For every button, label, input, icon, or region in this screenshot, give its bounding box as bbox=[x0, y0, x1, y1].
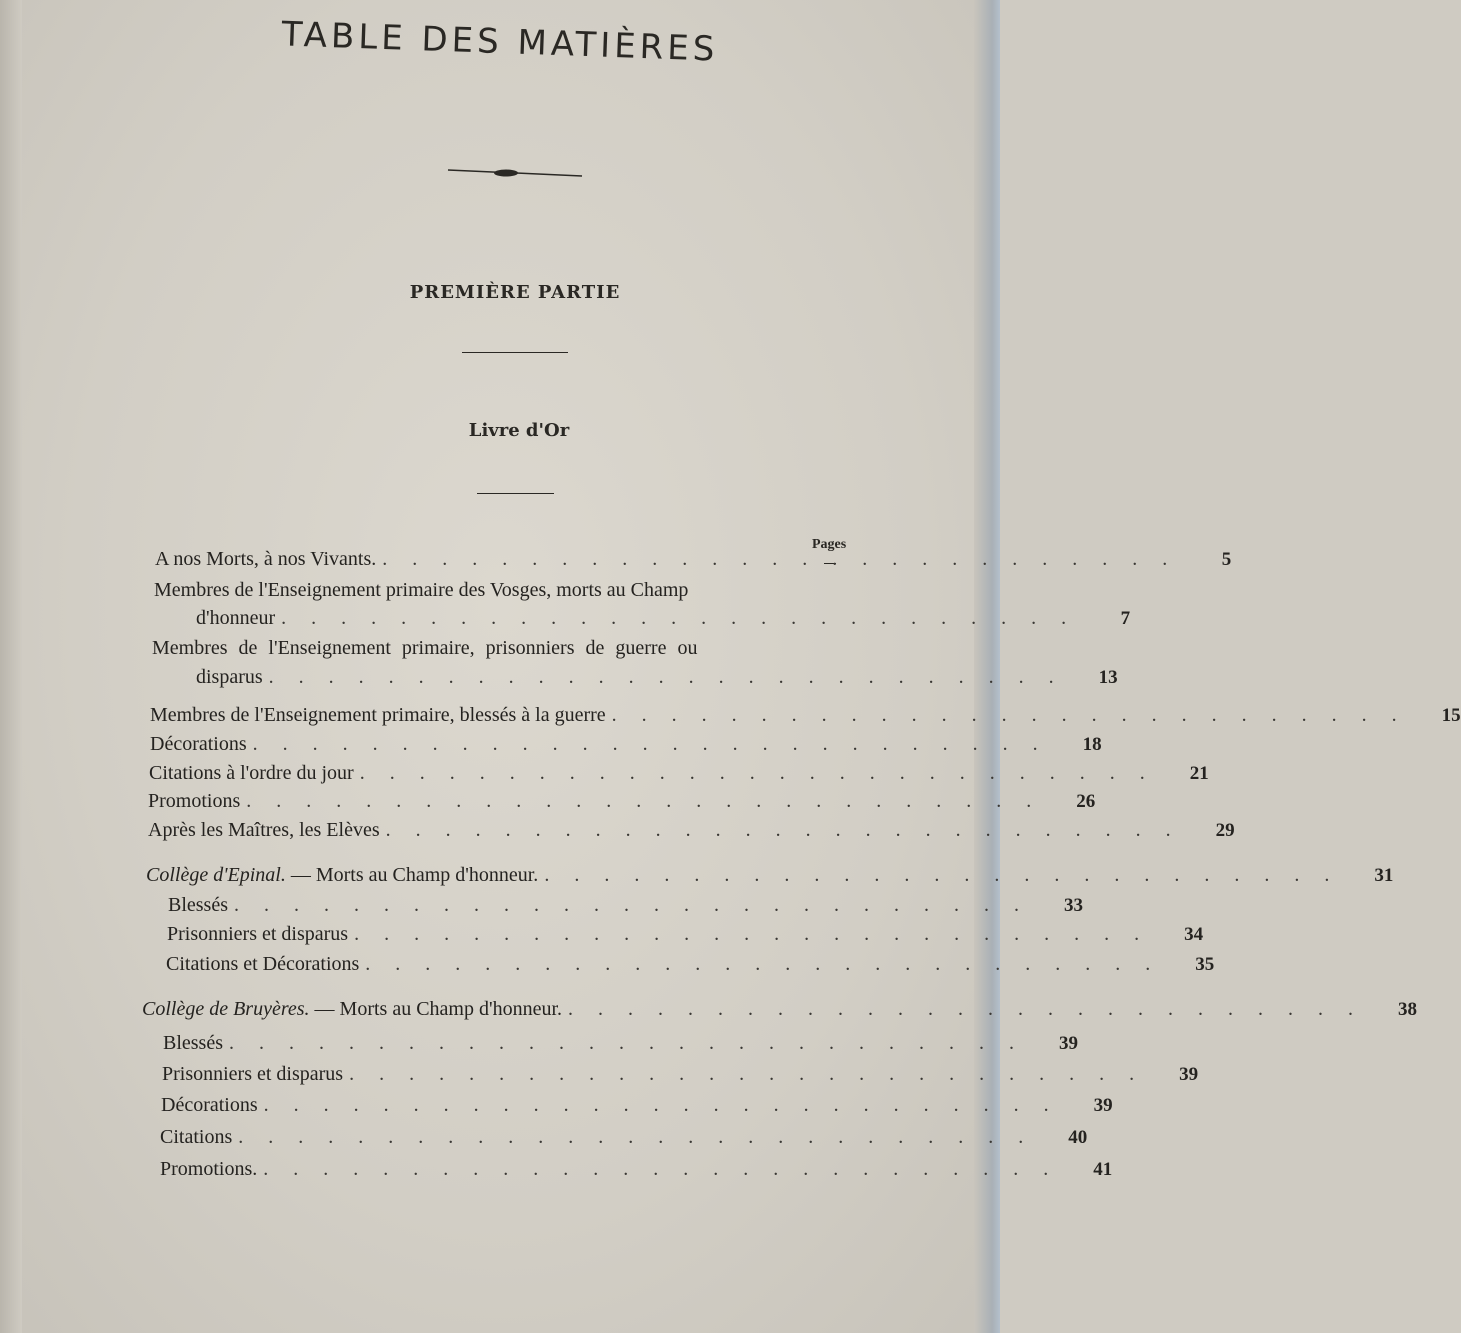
toc-entry-page: 26 bbox=[1076, 791, 1096, 812]
toc-entry-page: 5 bbox=[1221, 549, 1232, 570]
leader-dots: . . . . . . . . . . . . . . . . . . . . . . . . . . . bbox=[382, 548, 1178, 570]
leader-dots: . . . . . . . . . . . . . . . . . . . . . . . . . . . bbox=[359, 762, 1155, 784]
toc-entry bbox=[162, 1063, 1199, 1086]
toc-entry-label: Blessés bbox=[163, 1032, 223, 1054]
toc-entry-label: Décorations bbox=[161, 1094, 258, 1116]
toc-entry bbox=[160, 1158, 1113, 1181]
toc-entry-page: 35 bbox=[1195, 954, 1215, 975]
toc-entry bbox=[146, 864, 1394, 887]
leader-dots: . . . . . . . . . . . . . . . . . . . . . . . . . . . bbox=[544, 864, 1340, 886]
toc-entry bbox=[142, 998, 1418, 1021]
toc-entry-page: 31 bbox=[1374, 865, 1394, 886]
toc-entry-label: Citations bbox=[160, 1126, 233, 1148]
toc-entry-label: Promotions. bbox=[160, 1158, 258, 1180]
toc-entry-page: 13 bbox=[1098, 667, 1118, 688]
toc-entry bbox=[155, 548, 1232, 571]
toc-entry-label bbox=[142, 998, 562, 1021]
toc-entry bbox=[161, 1094, 1113, 1117]
leader-dots: . . . . . . . . . . . . . . . . . . . . . . . . . . . bbox=[238, 1126, 1034, 1148]
toc-entry-label: Citations et Décorations bbox=[166, 953, 360, 975]
leader-dots: . . . . . . . . . . . . . . . . . . . . . . . . . . . bbox=[349, 1063, 1145, 1085]
toc-entry-label: Membres de l'Enseignement primaire, blessés à la guerre bbox=[150, 704, 606, 726]
toc-entry bbox=[150, 733, 1102, 756]
toc-entry-label: Membres de l'Enseignement primaire, prisonniers de guerre ou bbox=[152, 637, 698, 659]
toc-entry-page: 41 bbox=[1093, 1159, 1113, 1180]
toc-entry-label: Après les Maîtres, les Elèves bbox=[148, 819, 380, 841]
part-title: PREMIÈRE PARTIE bbox=[409, 282, 621, 303]
page-title: TABLE DES MATIÈRES bbox=[280, 14, 720, 70]
toc-entry-text: — Morts au Champ d'honneur. bbox=[314, 998, 563, 1020]
leader-dots: . . . . . . . . . . . . . . . . . . . . . . . . . . . bbox=[385, 819, 1181, 841]
toc-entry bbox=[168, 894, 1083, 917]
toc-entry-page: 15 bbox=[1441, 705, 1461, 726]
toc-entry-label: Blessés bbox=[168, 894, 228, 916]
toc-entry bbox=[148, 819, 1235, 842]
leader-dots: . . . . . . . . . . . . . . . . . . . . . . . . . . . bbox=[354, 923, 1150, 945]
toc-entry-label bbox=[146, 864, 538, 887]
toc-entry-label: d'honneur bbox=[196, 607, 276, 629]
toc-entry-label: Citations à l'ordre du jour bbox=[149, 762, 354, 784]
toc-entry bbox=[196, 666, 1118, 689]
toc-entry-page: 21 bbox=[1189, 763, 1209, 784]
toc-entry bbox=[167, 923, 1204, 946]
toc-entry-label: Prisonniers et disparus bbox=[162, 1063, 344, 1085]
toc-entry bbox=[160, 1126, 1088, 1149]
toc-entry-page: 38 bbox=[1398, 999, 1418, 1020]
leader-dots: . . . . . . . . . . . . . . . . . . . . . . . . . . . bbox=[568, 998, 1364, 1020]
college-name: Collège d'Epinal. bbox=[146, 864, 286, 886]
toc-entry-page: 39 bbox=[1093, 1095, 1113, 1116]
section-title: Livre d'Or bbox=[468, 420, 570, 441]
leader-dots: . . . . . . . . . . . . . . . . . . . . . . . . . . . bbox=[246, 790, 1042, 812]
toc-entry-page: 29 bbox=[1215, 820, 1235, 841]
leader-dots: . . . . . . . . . . . . . . . . . . . . . . . . . . . bbox=[365, 953, 1161, 975]
leader-dots: . . . . . . . . . . . . . . . . . . . . . . . . . . . bbox=[229, 1032, 1024, 1054]
toc-entry-page: 40 bbox=[1068, 1127, 1088, 1148]
toc-entry-label: Promotions bbox=[148, 790, 241, 812]
toc-entry-text: — Morts au Champ d'honneur. bbox=[290, 864, 539, 886]
toc-entry bbox=[166, 953, 1215, 976]
leader-dots: . . . . . . . . . . . . . . . . . . . . . . . . . . . bbox=[263, 1158, 1059, 1180]
toc-entry-page: 33 bbox=[1064, 895, 1083, 916]
leader-dots: . . . . . . . . . . . . . . . . . . . . . . . . . . . bbox=[263, 1094, 1059, 1116]
toc-entry-page: 39 bbox=[1059, 1033, 1078, 1054]
toc-entry-label: A nos Morts, à nos Vivants. bbox=[155, 548, 377, 570]
toc-entry-label: disparus bbox=[196, 666, 263, 688]
toc-entry bbox=[149, 762, 1209, 785]
toc-entry-page: 39 bbox=[1179, 1064, 1199, 1085]
toc-entry bbox=[148, 790, 1096, 813]
toc-entry-label: Membres de l'Enseignement primaire des Vosges, morts au Champ bbox=[154, 579, 689, 601]
leader-dots: . . . . . . . . . . . . . . . . . . . . . . . . . . . bbox=[281, 607, 1077, 629]
leader-dots: . . . . . . . . . . . . . . . . . . . . . . . . . . . bbox=[234, 894, 1029, 916]
toc-entry-page: 18 bbox=[1082, 734, 1102, 755]
toc-entry-label: Décorations bbox=[150, 733, 247, 755]
college-name: Collège de Bruyères. bbox=[142, 998, 310, 1020]
leader-dots: . . . . . . . . . . . . . . . . . . . . . . . . . . . bbox=[611, 704, 1407, 726]
toc-entry-page: 34 bbox=[1184, 924, 1204, 945]
toc-entry bbox=[196, 607, 1131, 630]
toc-entry bbox=[150, 704, 1461, 727]
toc-entry-label: Prisonniers et disparus bbox=[167, 923, 349, 945]
pages-column-header: Pages bbox=[812, 537, 847, 552]
leader-dots: . . . . . . . . . . . . . . . . . . . . . . . . . . . bbox=[268, 666, 1064, 688]
toc-entry-page: 7 bbox=[1120, 608, 1131, 629]
toc-entry bbox=[163, 1032, 1078, 1055]
leader-dots: . . . . . . . . . . . . . . . . . . . . . . . . . . . bbox=[252, 733, 1048, 755]
